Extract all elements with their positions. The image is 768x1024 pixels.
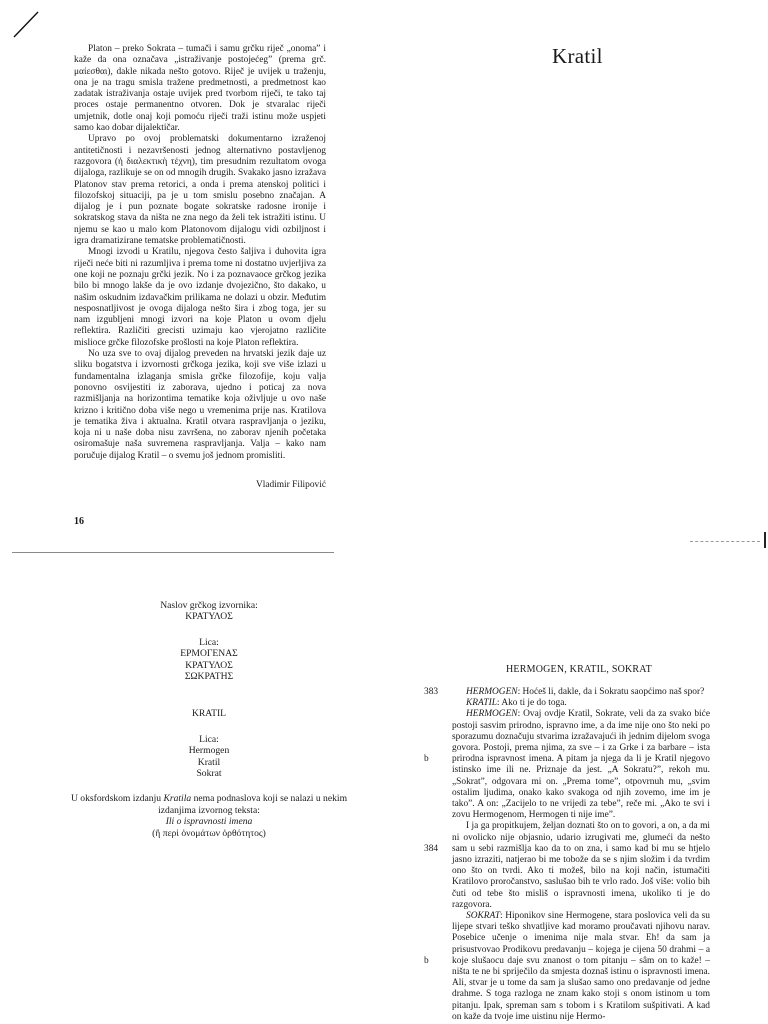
- edition-note-title: Kratila: [163, 793, 192, 805]
- stephanus-number: 384: [424, 844, 439, 854]
- dialogue-text: [452, 687, 710, 1023]
- subtitle-greek: (ἢ περὶ ὀνομάτων ὀρθότητος): [152, 827, 266, 839]
- persons-label: Lica:: [199, 733, 219, 745]
- original-title-label: Naslov grčkog izvornika:: [160, 600, 258, 611]
- speaker-name: SOKRAT: [466, 911, 501, 922]
- edition-note: [54, 793, 364, 816]
- line-text: : Hiponikov sine Hermogene, stara poslovica veli da su lijepe stvari teško shvatljive kad moramo proučavati njihovu narav. Posebice učenje o imenima nije mala stvar. Eh! da sam ja prisustvovao Prodikovu predavanju – kojega je cijena 50 drahmi – a koje slušaocu daje svu znanost o tom pitanju – sâm on to kaže! – ništa te ne bi spriječilo da smjesta doznaš istinu o ispravnosti imena. Ali, stvar je u tome da sam ja slušao samo ono predavanje od jedne drahme. S toga razloga ne znam kako stoji s onom istinom u tom pitanju. Ipak, spreman sam s tobom i s Kratilom sušpitivati. A kad on kaže da tvoje ime uistinu nije Hermo-: [452, 911, 710, 1022]
- greek-person: ΚΡΑΤΥΛΟΣ: [185, 659, 233, 671]
- bottom-page: [0, 560, 768, 1024]
- line-text: I ja ga propitkujem, željan doznati što on to govori, a on, a da mi ni ovolicko nije objasnio, udario izrugivati me, glumeći da nešto sam u sebi razmišlja kao da to on zna, i samo kad bi mu se htjelo jasno izraziti, natjerao bi me tobože da se s njim složim i da tvrdim ono što on tvrdi. Ako ti možeš, bilo na koji način, istumačiti Kratilovo proročanstvo, saslušao bih te vrlo rado. Još više: volio bih čuti od tebe što misliš o ispravnosti imena, ukoliko ti je do razgovora.: [452, 821, 710, 910]
- dialogue-line: [452, 911, 710, 1023]
- dialogue-line: [452, 698, 710, 709]
- greek-person: ΣΩΚΡΑΤΗΣ: [184, 671, 234, 683]
- dialogue-heading: HERMOGEN, KRATIL, SOKRAT: [506, 664, 652, 675]
- work-heading: Kratil: [552, 44, 603, 68]
- essay-paragraph: Platon – preko Sokrata – tumači i samu grčku riječ „onoma” i kaže da ona označava „istraživanje postojećeg” (prema grč. μαίεσθαι), dakle nikada nešto gotovo. Riječ je uvijek u traženju, ona je na tragu smisla tražene predmetnosti, a predmetnost kao zadatak istraživanja ostaje uvijek pred tvorbom riječi, te tako taj proces ostaje permanentno otvoren. Dok je stvaralac riječi umjetnik, dotle onaj koji pomoću riječi traži istinu može uspjeti samo kao dobar dijalektičar.: [74, 44, 326, 134]
- essay-signature: Vladimir Filipović: [255, 480, 326, 490]
- essay-paragraph: Upravo po ovoj problematski dokumentarno izraženoj antitetičnosti i nezavršenosti jednog alternativno postavljenog razgovora (ἡ διαλεκτικὴ τέχνη), tim presudnim rezultatom ovoga dijaloga, razlikuje se on od mnogih drugih. Svakako jasno izražava Platonov stav prema retorici, a onda i prema atenskoj politici i filozofskoj situaciji, pa je u tom smislu posebno značajan. A dijalog je i pun poznate bogate sokratske radosne ironije i sokratskog stava da ništa ne zna nego da želi tek istražiti istinu. U njemu se kao u malo kom Platonovom dijalogu vidi ozbiljnost i igra dramatizirane tematske problematičnosti.: [74, 134, 326, 247]
- edition-note-text: U oksfordskom izdanju: [70, 793, 164, 805]
- dialogue-line: [452, 709, 710, 821]
- edition-note-text: nema podnaslova koji se nalazi u nekim izdanjima izvornog teksta:: [158, 793, 348, 816]
- title-block: [54, 600, 364, 839]
- person: Kratil: [197, 756, 221, 768]
- line-text: : Ovaj ovdje Kratil, Sokrate, veli da za svako biće postoji sasvim prirodno, ispravno ime, a da ime nije ono što neki po sporazumu doznačuju stvarima izražavajući ih jednim dijelom svoga govora. Postoji, prema njima, za sve – i za Grke i za barbare – ista prirodna ispravnost imena. A pitam ja njega da li je Kratil njegovo istinsko ime ili ne. Priznaje da jest. „A Sokratu?”, rekoh mu. „Sokrat”, odgovara mi on. „Prema tome”, otpovrnuh mu, „svim ostalim ljudima, onako kako svakoga od njih zovemo, ime im je tako”. A on: „Zacijelo to ne vrijedi za tebe”, reče mi. „Ako te svi i zovu Hermogenom, Hermogen ti nije ime”.: [452, 709, 710, 821]
- speaker-name: HERMOGEN: [466, 687, 518, 697]
- stephanus-number: 383: [424, 687, 439, 697]
- page-edge-line: [12, 552, 334, 553]
- page-number: 16: [74, 516, 84, 527]
- subtitle-croatian: Ili o ispravnosti imena: [165, 816, 253, 828]
- stephanus-number: b: [424, 956, 429, 966]
- page-edge-tick: [764, 532, 766, 548]
- essay-text: [74, 44, 326, 462]
- dialogue-line: [452, 687, 710, 698]
- person: Hermogen: [188, 745, 230, 757]
- speaker-name: HERMOGEN: [466, 709, 518, 720]
- essay-paragraph: No uza sve to ovaj dijalog preveden na hrvatski jezik daje uz sliku bogatstva i izvornosti grčkoga jezika, koji sve više izlazi u fundamentalna izlaganja smisla grčke filozofije, koju valja ponovno osvijestiti iz zaborava, ujedno i poticaj za nova razmišljanja na horizontima tematike koja oživljuje u ovo naše krizno i kritično doba više nego u vremenima prije nas. Kratilova je tematika živa i aktualna. Kratil otvara raspravljanja o jeziku, koja ni u naše doba nisu završena, no zaborav njenih početaka osiromašuje naša suvremena raspravljanja. Valja – kako nam poručuje dijalog Kratil – o svemu još jednom promisliti.: [74, 349, 326, 461]
- page-edge-dashes: [690, 541, 760, 542]
- stephanus-number: b: [424, 754, 429, 764]
- line-text: : Hoćeš li, dakle, da i Sokratu saopćimo naš spor?: [517, 687, 705, 697]
- line-text: : Ako ti je do toga.: [496, 698, 567, 709]
- speaker-name: KRATIL: [466, 698, 497, 709]
- work-title: KRATIL: [191, 708, 227, 720]
- greek-persons-label: Lica:: [199, 636, 219, 648]
- dialogue-line: [452, 821, 710, 911]
- greek-person: ΕΡΜΟΓΕΝΑΣ: [180, 648, 238, 660]
- essay-paragraph: Mnogi izvodi u Kratilu, njegova često šaljiva i duhovita igra riječi neće biti ni razumljiva i prema tome ni dostatno uvjerljiva za one koji ne poznaju grčki jezik. No i za poznavaoce grčkog jezika bilo bi mnogo lakše da je ovo izdanje dvojezično, što dakako, u našim oskudnim izdavačkim prilikama ne dolazi u obzir. Međutim nesposnatljivost je ovoga dijaloga nešto šira i zbog toga, jer su nam izgubljeni mnogi izvori na koje Platon u ovom djelu reflektira. Različiti grecisti uzimaju kao vjerojatno različite mislioce grčke filozofske prošlosti na koje Platon reflektira.: [74, 247, 326, 348]
- original-title: ΚΡΑΤΥΛΟΣ: [185, 611, 233, 623]
- person: Sokrat: [196, 768, 222, 780]
